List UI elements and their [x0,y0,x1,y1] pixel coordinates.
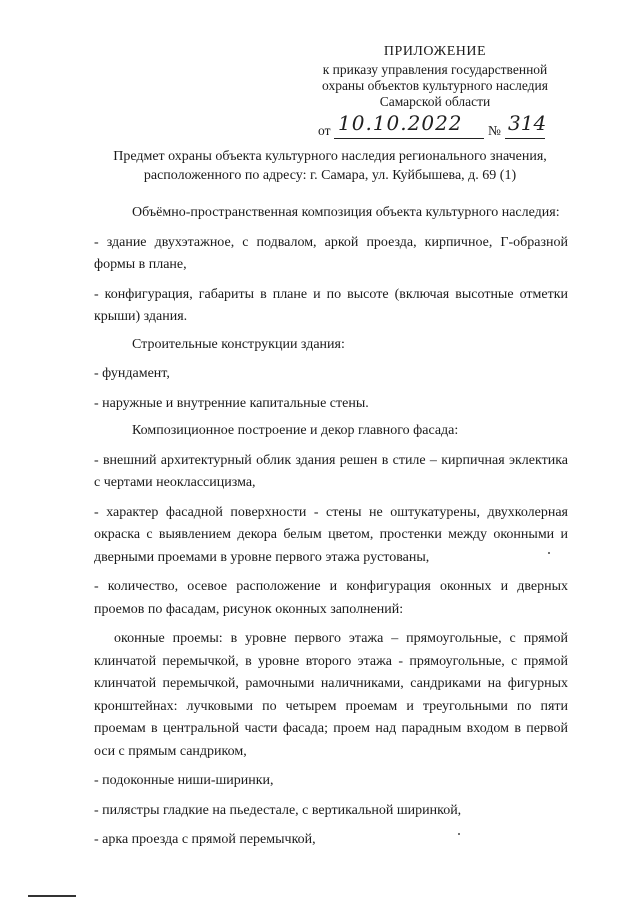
list-item: - наружные и внутренние капитальные стены. [94,395,369,411]
list-item: - арка проезда с прямой перемычкой, [94,832,316,847]
order-date-number-line [300,111,570,140]
list-item: - количество, осевое расположение и конфигурация оконных и дверных проемов по фасадам, рисунок оконных заполнений: [94,579,568,617]
number-underline [505,138,545,139]
footer-mark [28,895,76,897]
list-item: - пилястры гладкие на пьедестале, с вертикальной ширинкой, [94,802,462,818]
number-label: № [488,123,501,138]
section-heading-volume: Объёмно-пространственная композиция объекта культурного наследия: [132,205,560,220]
scan-speck [548,552,550,554]
list-item: - здание двухэтажное, с подвалом, аркой проезда, кирпичное, Г-образной формы в плане, [94,234,568,272]
list-item: - подоконные ниши-ширинки, [94,773,274,788]
appendix-line-3: Самарской области [379,94,491,109]
appendix-title: ПРИЛОЖЕНИЕ [383,44,487,59]
appendix-header [300,44,570,140]
from-label: от [318,123,331,138]
handwritten-date: 10.10.2022 [338,111,463,135]
appendix-line-1: к приказу управления государственной [322,62,548,77]
handwritten-number: 314 [508,111,547,135]
scan-speck [458,833,460,835]
appendix-line-2: охраны объектов культурного наследия [322,78,548,93]
document-title [60,147,600,185]
document-title-line-2: расположенного по адресу: г. Самара, ул. Куйбышева, д. 69 (1) [143,168,517,183]
section-heading-facade: Композиционное построение и декор главного фасада: [132,423,459,438]
list-item: - конфигурация, габариты в плане и по высоте (включая высотные отметки крыши) здания. [94,286,568,324]
section-heading-structures: Строительные конструкции здания: [132,336,345,352]
list-item: - фундамент, [94,366,170,381]
document-body [94,197,568,852]
list-item: - внешний архитектурный облик здания решен в стиле – кирпичная эклектика с чертами неоклассицизма, [94,452,568,490]
list-item: - характер фасадной поверхности - стены не оштукатурены, двухколерная окраска с выявлением декора белым цветом, простенки между оконными и дверными проемами в уровне первого этажа рустованы, [94,504,568,565]
list-item: оконные проемы: в уровне первого этажа – прямоугольные, с прямой клинчатой перемычкой, в уровне второго этажа - прямоугольные, с прямой клинчатой перемычкой, рамочными наличниками, сандриками на фигурных кронштейнах: лучковыми по четырем проемам и треугольными по пяти проемам в центральной части фасада; проем над парадным входом в первой оси с прямым сандриком, [94,631,568,759]
document-title-line-1: Предмет охраны объекта культурного наследия регионального значения, [113,149,547,164]
date-underline [334,138,484,139]
